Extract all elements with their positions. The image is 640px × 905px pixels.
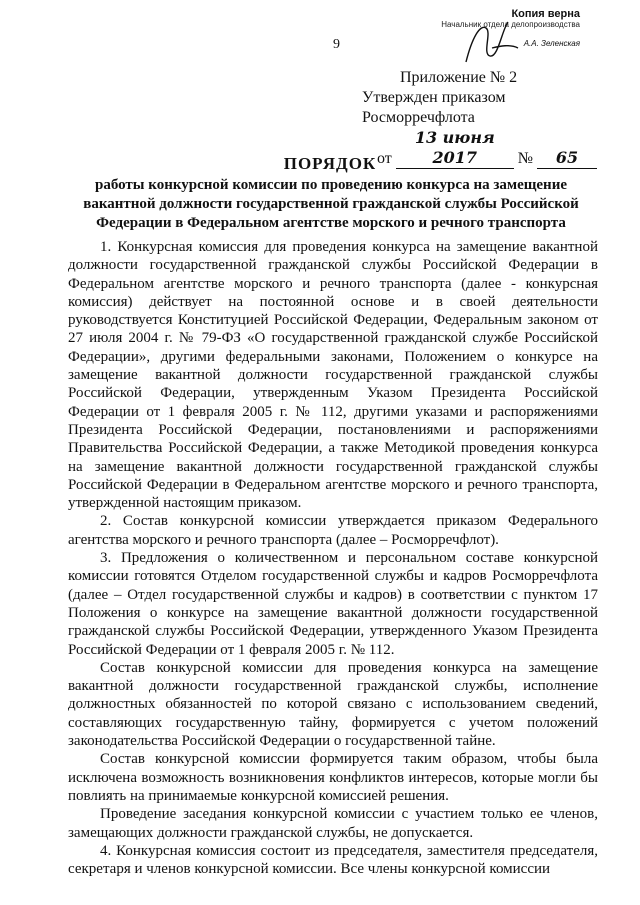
document-body [68,238,598,878]
stamp-title: Копия верна [511,8,580,20]
copy-stamp [430,8,580,48]
approved-by-order: Утвержден приказом Росморречфлота [362,89,506,126]
paragraph-1: 1. Конкурсная комиссия для проведения конкурса на замещение вакантной должности государственной гражданской службы Российской Федерации в Федеральном агентстве морского и речного транспорта (далее - конкурсная комиссия) действует на постоянной основе и в своей деятельности руководствуется Конституцией Российской Федерации, Федеральным законом от 27 июля 2004 г. № 79-ФЗ «О государственной гражданской службе Российской Федерации», другими федеральными законами, Положением о конкурсе на замещение вакантной должности государственной гражданской службы Российской Федерации, утвержденным Указом Президента Российской Федерации от 1 февраля 2005 г. № 112, другими указами и распоряжениями Президента Российской Федерации, постановлениями и распоряжениями Правительства Российской Федерации, а также Методикой проведения конкурса на замещение вакантной должности государственной гражданской службы Российской Федерации в Федеральном агентстве морского и речного транспорта, утвержденной настоящим приказом. [68,239,598,512]
paragraph-3: 3. Предложения о количественном и персональном составе конкурсной комиссии готовятся Отделом государственной службы и кадров Росморречфлота (далее – Отдел государственной службы и кадров) в соответствии с пунктом 17 Положения о конкурсе на замещение вакантной должности государственной гражданской службы Российской Федерации, утвержденного Указом Президента Российской Федерации от 1 февраля 2005 г. № 112. [68,550,598,658]
stamp-name: А.А. Зеленская [523,39,580,48]
handwritten-number: 65 [537,148,597,169]
paragraph-4: Состав конкурсной комиссии для проведения конкурса на замещение вакантной должности государственной гражданской службы, исполнение должностных обязанностей по которой связано с использованием сведений, составляющих государственную тайну, формируется с учетом положений законодательства Российской Федерации о государственной тайне. [68,659,598,750]
paragraph-7: 4. Конкурсная комиссия состоит из председателя, заместителя председателя, секретаря и членов конкурсной комиссии. Все члены конкурсной комиссии [68,842,598,878]
paragraph-6: Проведение заседания конкурсной комиссии с участием только ее членов, замещающих должности гражданской службы, не допускается. [68,806,598,841]
date-prefix: от [377,150,392,167]
paragraph-2: 2. Состав конкурсной комиссии утверждается приказом Федерального агентства морского и речного транспорта (далее – Росморречфлот). [68,513,598,548]
page-number: 9 [333,37,340,52]
document-subtitle: работы конкурсной комиссии по проведению конкурса на замещение вакантной должности государственной гражданской службы Российской Федерации в Федеральном агентстве морского и речного транспорта [83,177,579,231]
handwritten-date: 13 июня 2017 [396,128,514,169]
document-title: ПОРЯДОК [283,154,377,173]
signature-icon [462,18,522,68]
appendix-label: Приложение № 2 [400,69,518,86]
number-label: № [517,150,534,167]
paragraph-5: Состав конкурсной комиссии формируется таким образом, чтобы была исключена возможность возникновения конфликтов интересов, которые могли бы повлиять на принимаемые конкурсной комиссией решения. [68,751,598,804]
stamp-position: Начальник отдела делопроизводства [441,20,580,29]
